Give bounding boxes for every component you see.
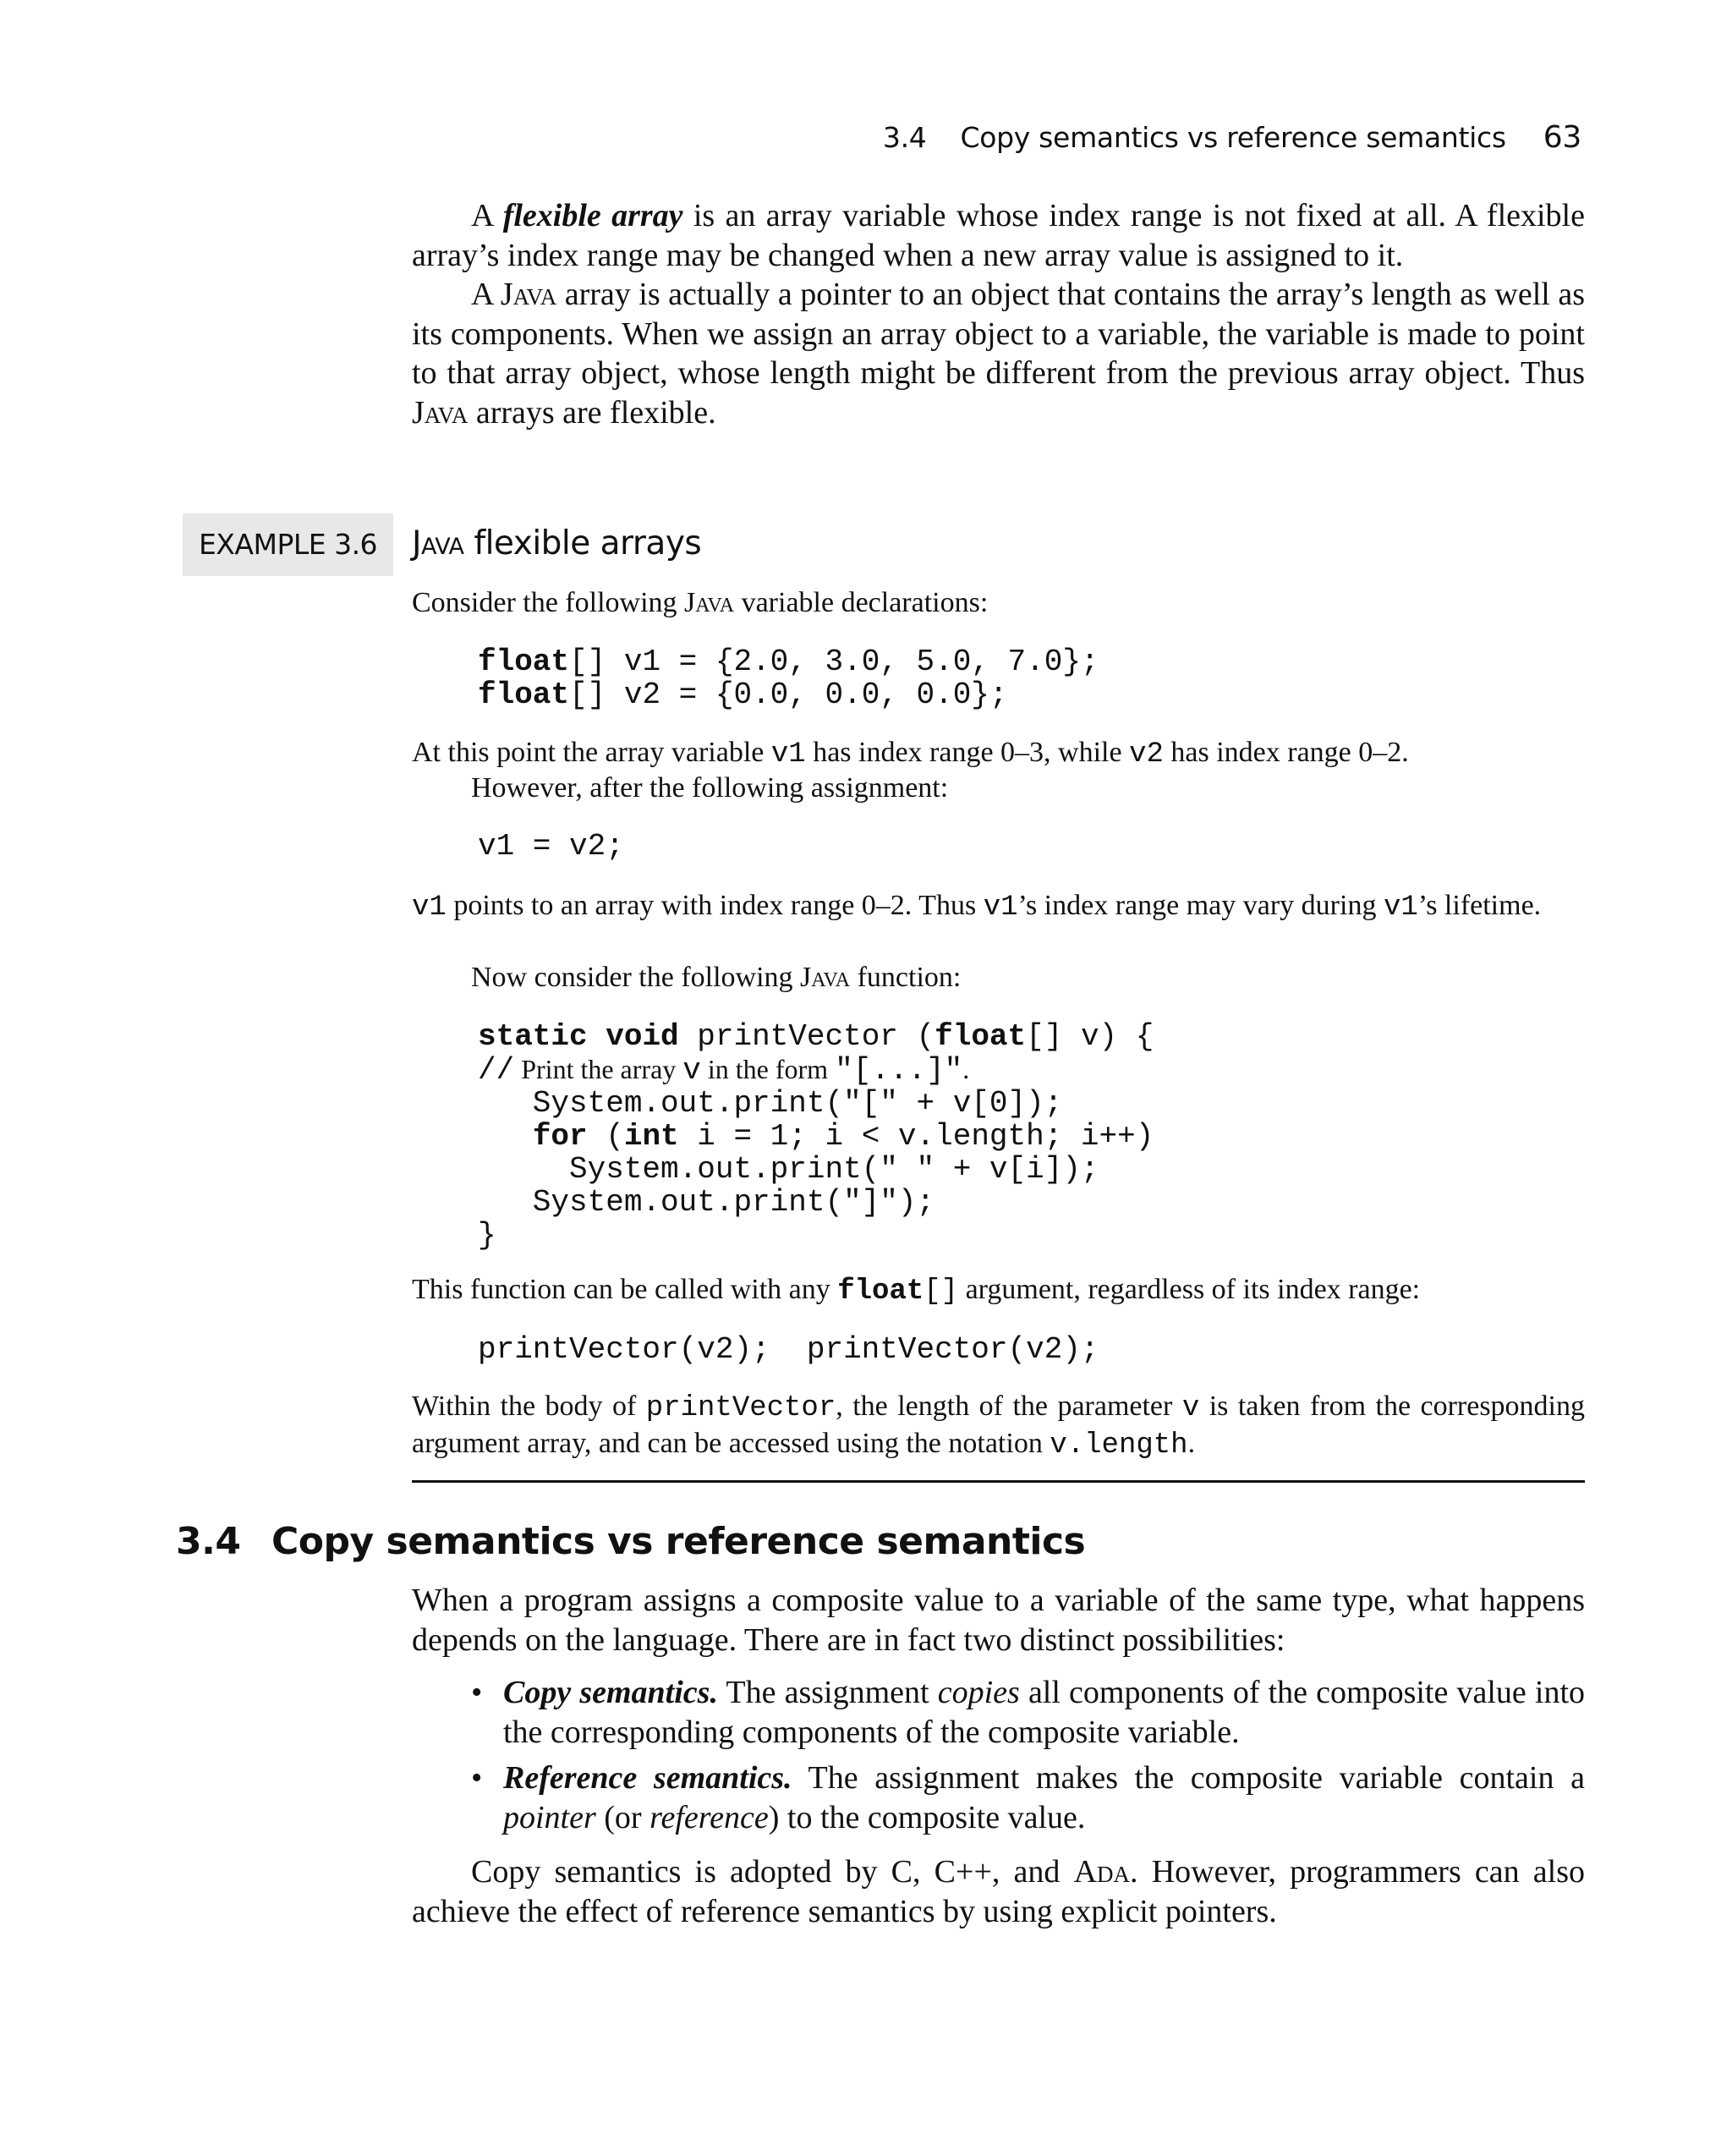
code-inline: v1 xyxy=(770,738,806,771)
code-inline: v.length xyxy=(1050,1429,1188,1462)
comment-text: in the form xyxy=(700,1054,836,1084)
text: The assignment xyxy=(717,1675,938,1710)
term-copy-semantics: Copy semantics. xyxy=(503,1675,718,1710)
emphasis: reference xyxy=(650,1799,769,1835)
comment-text: . xyxy=(962,1054,970,1084)
text: ) to the composite value. xyxy=(768,1799,1086,1835)
example-consider xyxy=(412,585,1585,621)
example-points-text xyxy=(412,888,1585,925)
intro-text xyxy=(412,196,1585,432)
java-name: Java xyxy=(684,587,735,618)
code-inline: v1 xyxy=(1383,891,1418,924)
example-however: However, after the following assignment: xyxy=(471,772,949,804)
code-line: System.out.print("]"); xyxy=(478,1185,935,1220)
text: is taken from the corresponding argument array, and can be accessed using the notation xyxy=(412,1391,1586,1459)
running-head xyxy=(883,120,1581,155)
text: The assignment makes the composite variable contain a xyxy=(792,1760,1586,1796)
example-title xyxy=(412,524,701,562)
code-inline: v2 xyxy=(1129,738,1164,771)
text: ’s lifetime. xyxy=(1417,890,1542,921)
example-index-range-text xyxy=(412,735,1585,772)
example-tag: EXAMPLE 3.6 xyxy=(183,513,393,576)
code-text: i = 1; i < v.length; i++) xyxy=(678,1119,1154,1154)
section-number: 3.4 xyxy=(176,1520,241,1563)
text: array is actually a pointer to an object that contains the array’s length as well as its components. When we assign an array object to a variable, the variable is made to point to that array object, whose length might be different from the previous array object. Thus xyxy=(412,277,1585,391)
code-print-vector xyxy=(478,1020,1154,1252)
code-comment-line xyxy=(478,1053,1154,1087)
text: variable declarations: xyxy=(734,587,989,618)
code-text: ( xyxy=(587,1119,624,1154)
java-name: Java xyxy=(412,394,469,431)
java-array-paragraph xyxy=(412,275,1585,432)
code-line xyxy=(478,645,1099,678)
text: , the length of the parameter xyxy=(836,1391,1182,1422)
code-inline: v1 xyxy=(412,891,447,924)
code-declarations xyxy=(478,645,1099,711)
code-text: [] v) { xyxy=(1026,1019,1154,1054)
flexible-array-paragraph xyxy=(412,196,1585,275)
section-body xyxy=(412,1581,1585,1931)
emphasis: copies xyxy=(937,1675,1020,1710)
text: argument, regardless of its index range: xyxy=(958,1274,1421,1305)
example-end-rule xyxy=(412,1480,1585,1483)
keyword: float xyxy=(478,678,570,712)
section-intro-paragraph: When a program assigns a composite value to a variable of the same type, what happens depends on the language. There are in fact two distinct possibilities: xyxy=(412,1583,1585,1658)
text: is an array variable whose index range is not fixed at all. A flexible array’s index range may be changed when a new array value is assigned to it. xyxy=(412,198,1585,273)
keyword: void xyxy=(606,1019,679,1054)
running-head-section-number: 3.4 xyxy=(882,121,927,154)
page-number: 63 xyxy=(1543,120,1581,155)
code-inline: v xyxy=(682,1053,701,1088)
code-line: } xyxy=(478,1218,496,1253)
code-line xyxy=(478,678,1099,711)
comment-marker: // xyxy=(478,1053,515,1088)
text: At this point the array variable xyxy=(412,737,771,768)
java-name: Java xyxy=(800,962,851,993)
example-within-text xyxy=(412,1389,1585,1463)
section-heading xyxy=(176,1520,1085,1563)
text: . xyxy=(1187,1428,1196,1459)
example-called-text xyxy=(412,1272,1585,1309)
text: flexible arrays xyxy=(463,524,702,562)
code-line xyxy=(478,1020,1154,1053)
code-line: System.out.print(" " + v[i]); xyxy=(478,1152,1099,1187)
text: has index range 0–3, while xyxy=(805,737,1130,768)
running-head-title: Copy semantics vs reference semantics xyxy=(960,121,1506,154)
code-line: System.out.print("[" + v[0]); xyxy=(478,1086,1063,1121)
keyword: float xyxy=(935,1019,1027,1054)
text: points to an array with index range 0–2. Thus xyxy=(446,890,984,921)
text: Copy semantics is adopted by C, C++, and xyxy=(471,1854,1074,1890)
text: A xyxy=(471,198,503,233)
java-name: Java xyxy=(412,524,464,562)
ada-name: Ada xyxy=(1073,1854,1131,1890)
text: Consider the following xyxy=(412,587,685,618)
code-calls: printVector(v2); printVector(v2); xyxy=(478,1332,1099,1367)
code-text: printVector ( xyxy=(678,1019,935,1054)
text: A xyxy=(471,277,501,312)
code-inline: printVector xyxy=(645,1392,836,1424)
code-assignment: v1 = v2; xyxy=(478,829,624,864)
code-text: [] v1 = {2.0, 3.0, 5.0, 7.0}; xyxy=(569,645,1099,679)
text: function: xyxy=(850,962,962,993)
keyword: for xyxy=(532,1119,588,1154)
code-line xyxy=(478,1120,1154,1153)
code-inline: "[...]" xyxy=(835,1053,963,1088)
example-now-consider xyxy=(471,960,1585,996)
text: Now consider the following xyxy=(471,962,801,993)
code-inline: v xyxy=(1181,1392,1200,1424)
text: (or xyxy=(595,1799,650,1835)
keyword: int xyxy=(623,1119,679,1154)
section-title: Copy semantics vs reference semantics xyxy=(271,1520,1086,1563)
keyword: static xyxy=(478,1019,588,1054)
text: has index range 0–2. xyxy=(1163,737,1409,768)
text: ’s index range may vary during xyxy=(1017,890,1384,921)
keyword: float xyxy=(478,645,570,679)
text: all components of the composite value into the corresponding components of the composite variable. xyxy=(503,1675,1586,1750)
term-reference-semantics: Reference semantics. xyxy=(503,1760,792,1796)
java-name: Java xyxy=(500,277,557,312)
text: Within the body of xyxy=(412,1391,646,1422)
list-item xyxy=(471,1673,1585,1752)
text: This function can be called with any xyxy=(412,1274,838,1305)
term-flexible-array: flexible array xyxy=(502,198,683,233)
code-inline: [] xyxy=(924,1275,959,1308)
emphasis: pointer xyxy=(503,1799,596,1835)
code-inline: float xyxy=(837,1275,924,1308)
list-item xyxy=(471,1758,1585,1837)
text: . However, programmers can also achieve the effect of reference semantics by using explicit pointers. xyxy=(412,1854,1586,1929)
comment-text: Print the array xyxy=(514,1054,683,1084)
semantics-list xyxy=(471,1673,1585,1837)
copy-semantics-paragraph xyxy=(412,1852,1585,1931)
code-inline: v1 xyxy=(983,891,1018,924)
code-text: [] v2 = {0.0, 0.0, 0.0}; xyxy=(569,678,1008,712)
text: arrays are flexible. xyxy=(468,394,716,431)
